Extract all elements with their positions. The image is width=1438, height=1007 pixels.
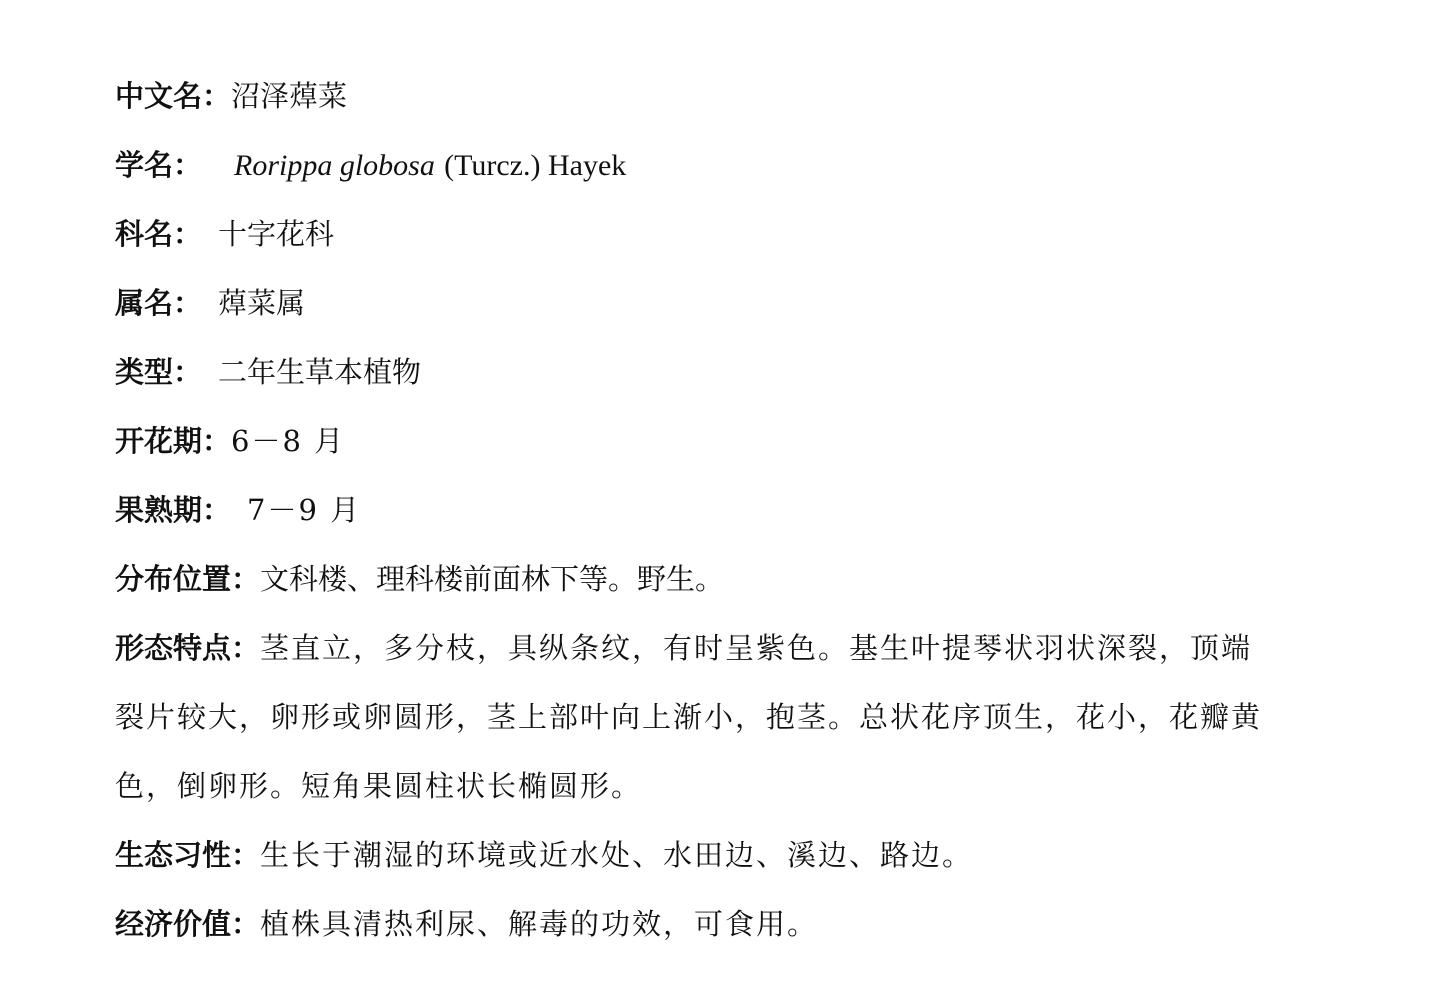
morphology-line-3: 色，倒卵形。短角果圆柱状长椭圆形。 (115, 769, 643, 803)
field-value: 生长于潮湿的环境或近水处、水田边、溪边、路边。 (260, 838, 974, 872)
field-genus (115, 269, 1330, 338)
field-value: 沼泽蔊菜 (231, 79, 348, 113)
field-value: 蔊菜属 (218, 286, 306, 320)
species-authority: (Turcz.) Hayek (444, 149, 627, 182)
field-chinese-name (115, 62, 1330, 131)
field-fruiting (115, 476, 1330, 545)
morphology-line-2: 裂片较大，卵形或卵圆形，茎上部叶向上渐小，抱茎。总状花序顶生，花小，花瓣黄 (115, 700, 1263, 734)
field-label: 分布位置： (115, 562, 261, 596)
field-label: 类型： (115, 355, 203, 389)
field-value: 植株具清热利尿、解毒的功效，可食用。 (260, 907, 819, 941)
field-label: 开花期： (115, 424, 232, 458)
field-value: 二年生草本植物 (218, 355, 422, 389)
field-label: 中文名： (115, 79, 232, 113)
field-type (115, 338, 1330, 407)
field-scientific-name (115, 131, 1330, 200)
field-label: 科名： (115, 217, 203, 251)
plant-info-document (115, 62, 1330, 959)
field-label: 经济价值： (115, 907, 261, 941)
field-value: 茎直立，多分枝，具纵条纹，有时呈紫色。基生叶提琴状羽状深裂，顶端 (260, 631, 1253, 665)
field-flowering (115, 407, 1330, 476)
field-ecology (115, 821, 1330, 890)
field-label: 属名： (115, 286, 203, 320)
field-value: 文科楼、理科楼前面林下等。野生。 (260, 562, 725, 596)
field-value: 十字花科 (218, 217, 335, 251)
field-distribution (115, 545, 1330, 614)
field-value: 6－8 月 (231, 424, 346, 458)
field-label: 生态习性： (115, 838, 261, 872)
morphology-line-1 (115, 614, 1330, 683)
field-morphology (115, 614, 1330, 821)
species-name: Rorippa globosa (234, 149, 435, 182)
field-label: 学名： (115, 148, 203, 182)
field-label: 果熟期： (115, 493, 232, 527)
field-economic-value (115, 890, 1330, 959)
field-value: 7－9 月 (247, 493, 362, 527)
field-label: 形态特点： (115, 631, 261, 665)
field-family (115, 200, 1330, 269)
